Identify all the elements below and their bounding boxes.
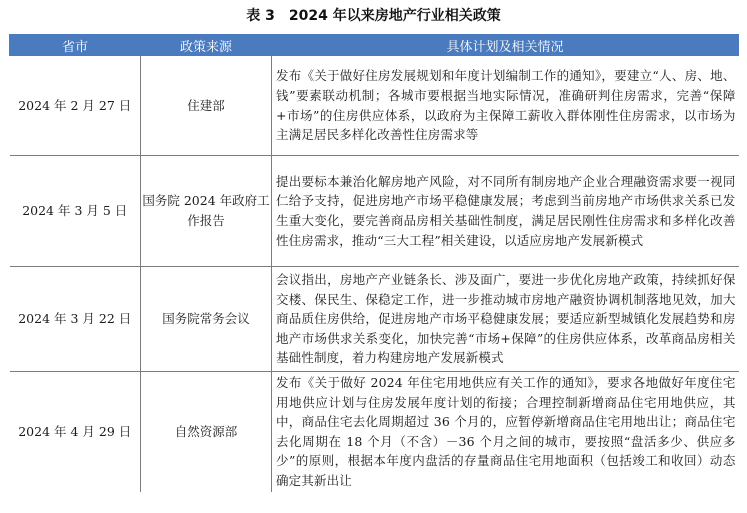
row-date-cell: 2024 年 3 月 5 日 <box>10 156 141 267</box>
row-date-cell: 2024 年 3 月 22 日 <box>10 267 141 372</box>
row-source-cell: 自然资源部 <box>141 372 272 492</box>
row-date-cell: 2024 年 4 月 29 日 <box>18 423 132 439</box>
row-date-cell: 2024 年 2 月 27 日 <box>10 56 141 156</box>
table-row <box>10 56 739 156</box>
table-header-row <box>10 35 739 56</box>
column-header-details: 具体计划及相关情况 <box>272 35 739 56</box>
table-row <box>10 267 739 372</box>
row-detail-cell: 发布《关于做好住房发展规划和年度计划编制工作的通知》，要建立“人、房、地、钱”要素联动机制；各城市要根据当地实际情况，准确研判住房需求，完善“保障+市场”的住房供应体系，以政府为主保障工薪收入群体刚性住房需求，以市场为主满足居民多样化改善性住房需求等 <box>272 56 739 156</box>
row-source-cell: 国务院常务会议 <box>141 267 272 372</box>
row-detail-cell: 会议指出，房地产产业链条长、涉及面广，要进一步优化房地产政策，持续抓好保交楼、保民生、保稳定工作，进一步推动城市房地产融资协调机制落地见效，加大商品质住房供给，促进房地产市场平稳健康发展；要适应新型城镇化发展趋势和房地产市场供求关系变化，加快完善“市场+保障”的住房供应体系，改革商品房相关基础性制度，着力构建房地产发展新模式 <box>272 267 739 372</box>
row-source-cell: 住建部 <box>141 56 272 156</box>
policy-table <box>9 34 739 492</box>
column-header-province: 省市 <box>10 35 141 56</box>
table-title: 表 3 2024 年以来房地产行业相关政策 <box>246 8 501 24</box>
table-row <box>10 156 739 267</box>
row-detail-cell: 提出要标本兼治化解房地产风险，对不同所有制房地产企业合理融资需求要一视同仁给予支持，促进房地产市场平稳健康发展；考虑到当前房地产市场供求关系已发生重大变化，要完善商品房相关基础性制度，满足居民刚性住房需求和多样化改善性住房需求，推动“三大工程”相关建设，以适应房地产发展新模式 <box>272 156 739 267</box>
row-detail-cell: 发布《关于做好 2024 年住宅用地供应有关工作的通知》，要求各地做好年度住宅用地供应计划与住房发展年度计划的衔接；合理控制新增商品住宅用地供应，其中，商品住宅去化周期超过 36 个月的，应暂停新增商品住宅用地出让；商品住宅去化周期在 18 个月（不含）－36 个月之间的城市，要按照“盘活多少、供应多少”的原则，根据本年度内盘活的存量商品住宅用地面积（包括竣工和收回）动态确定其新出让 <box>272 372 739 492</box>
table-row <box>10 372 739 492</box>
column-header-policy-source: 政策来源 <box>141 35 272 56</box>
row-source-cell: 国务院 2024 年政府工作报告 <box>141 156 272 267</box>
